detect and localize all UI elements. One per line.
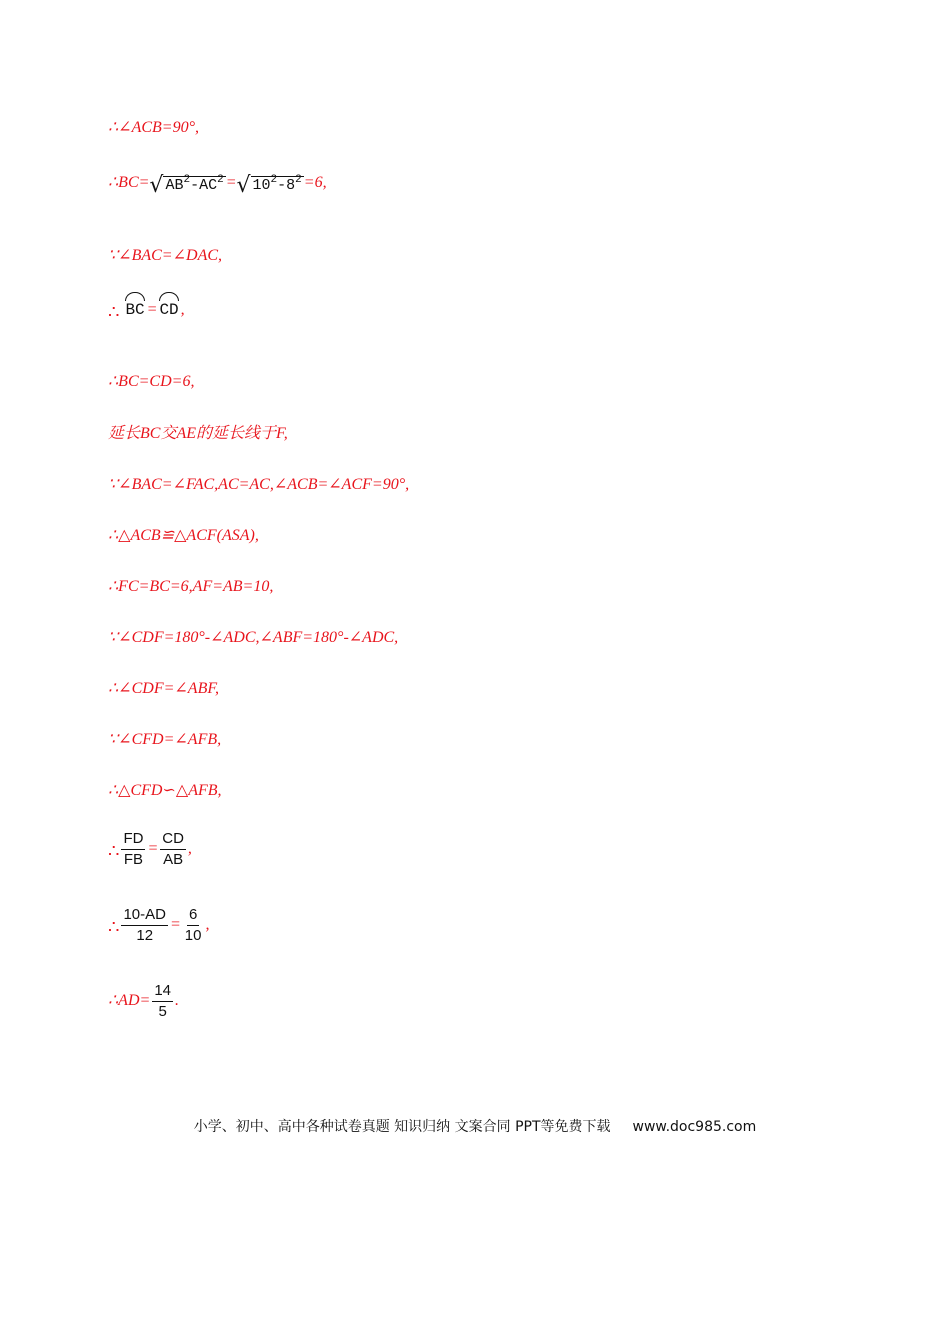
step-cfd-afb: ∵∠CFD=∠AFB, [108, 731, 222, 748]
comma: , [205, 916, 210, 934]
equals-sign: = [225, 174, 237, 191]
step-ad-result [108, 982, 179, 1021]
ad-label: ∴AD= [108, 992, 151, 1010]
sqrt1-ac: -AC [190, 177, 218, 194]
step-supplementary: ∵∠CDF=180°-∠ADC,∠ABF=180°-∠ADC, [108, 629, 399, 646]
sqrt2-exp2: 2 [295, 174, 302, 186]
comma: , [187, 840, 192, 858]
step-fc-af: ∴FC=BC=6,AF=AB=10, [108, 578, 274, 595]
footer-url[interactable]: www.doc985.com [632, 1119, 757, 1135]
step-angle-acb: ∴∠ACB=90°, [108, 119, 199, 136]
numerator: CD [160, 830, 186, 850]
numerator: 6 [187, 906, 199, 926]
numerator: FD [121, 830, 145, 850]
equals-sign: = [169, 916, 181, 934]
sqrt2-exp1: 2 [270, 174, 278, 186]
sqrt-ab-ac: √ $AB^2-AC^2$ [149, 173, 224, 198]
sqrt2-8: -8 [277, 177, 296, 194]
fraction-10-ad-12 [121, 906, 168, 945]
therefore-symbol: ∴ [108, 302, 120, 322]
fraction-fd-fb [121, 830, 145, 869]
result-6: =6, [303, 174, 327, 191]
comma: , [180, 301, 185, 318]
numerator: 14 [152, 982, 173, 1002]
step-arcs [108, 300, 185, 322]
fraction-14-5 [152, 982, 173, 1021]
fraction-cd-ab [160, 830, 186, 869]
bc-label: ∴BC= [108, 174, 150, 191]
page-footer [0, 1116, 950, 1136]
step-similar: ∴△CFD∽△AFB, [108, 782, 222, 799]
sqrt1-exp1: 2 [183, 174, 191, 186]
step-ratio-values [108, 906, 209, 946]
step-bc-cd: ∴BC=CD=6, [108, 373, 195, 390]
sqrt-10-8: √ $10^2-8^2$ [236, 173, 302, 198]
footer-text: 小学、初中、高中各种试卷真题 知识归纳 文案合同 PPT等免费下载 [193, 1119, 611, 1135]
therefore-symbol: ∴ [108, 917, 120, 938]
equals-sign: = [147, 840, 159, 858]
sqrt1-ab: AB [165, 177, 184, 194]
arc-cd [159, 300, 178, 320]
step-bc-sqrt [108, 170, 327, 196]
denominator: 5 [158, 1003, 167, 1020]
numerator: 10-AD [121, 906, 168, 926]
fraction-6-10 [183, 906, 204, 945]
step-cdf-abf: ∴∠CDF=∠ABF, [108, 680, 220, 697]
step-bac-dac: ∵∠BAC=∠DAC, [108, 247, 223, 264]
sqrt2-10: 10 [252, 177, 271, 194]
therefore-symbol: ∴ [108, 841, 120, 862]
sqrt1-exp2: 2 [217, 174, 224, 186]
equals-sign: = [146, 301, 158, 318]
step-congruence-conditions: ∵∠BAC=∠FAC,AC=AC,∠ACB=∠ACF=90°, [108, 476, 410, 493]
denominator: AB [163, 851, 184, 868]
denominator: 12 [136, 927, 154, 944]
step-ratio [108, 830, 192, 870]
denominator: 10 [184, 927, 202, 944]
arc-bc-label: BC [125, 301, 145, 319]
step-congruent: ∴△ACB≌△ACF(ASA), [108, 527, 259, 544]
denominator: FB [123, 851, 144, 868]
arc-cd-label: CD [159, 301, 179, 319]
period: . [175, 992, 179, 1010]
step-extend: 延长BC交AE的延长线于F, [108, 425, 288, 442]
arc-bc [125, 300, 144, 320]
